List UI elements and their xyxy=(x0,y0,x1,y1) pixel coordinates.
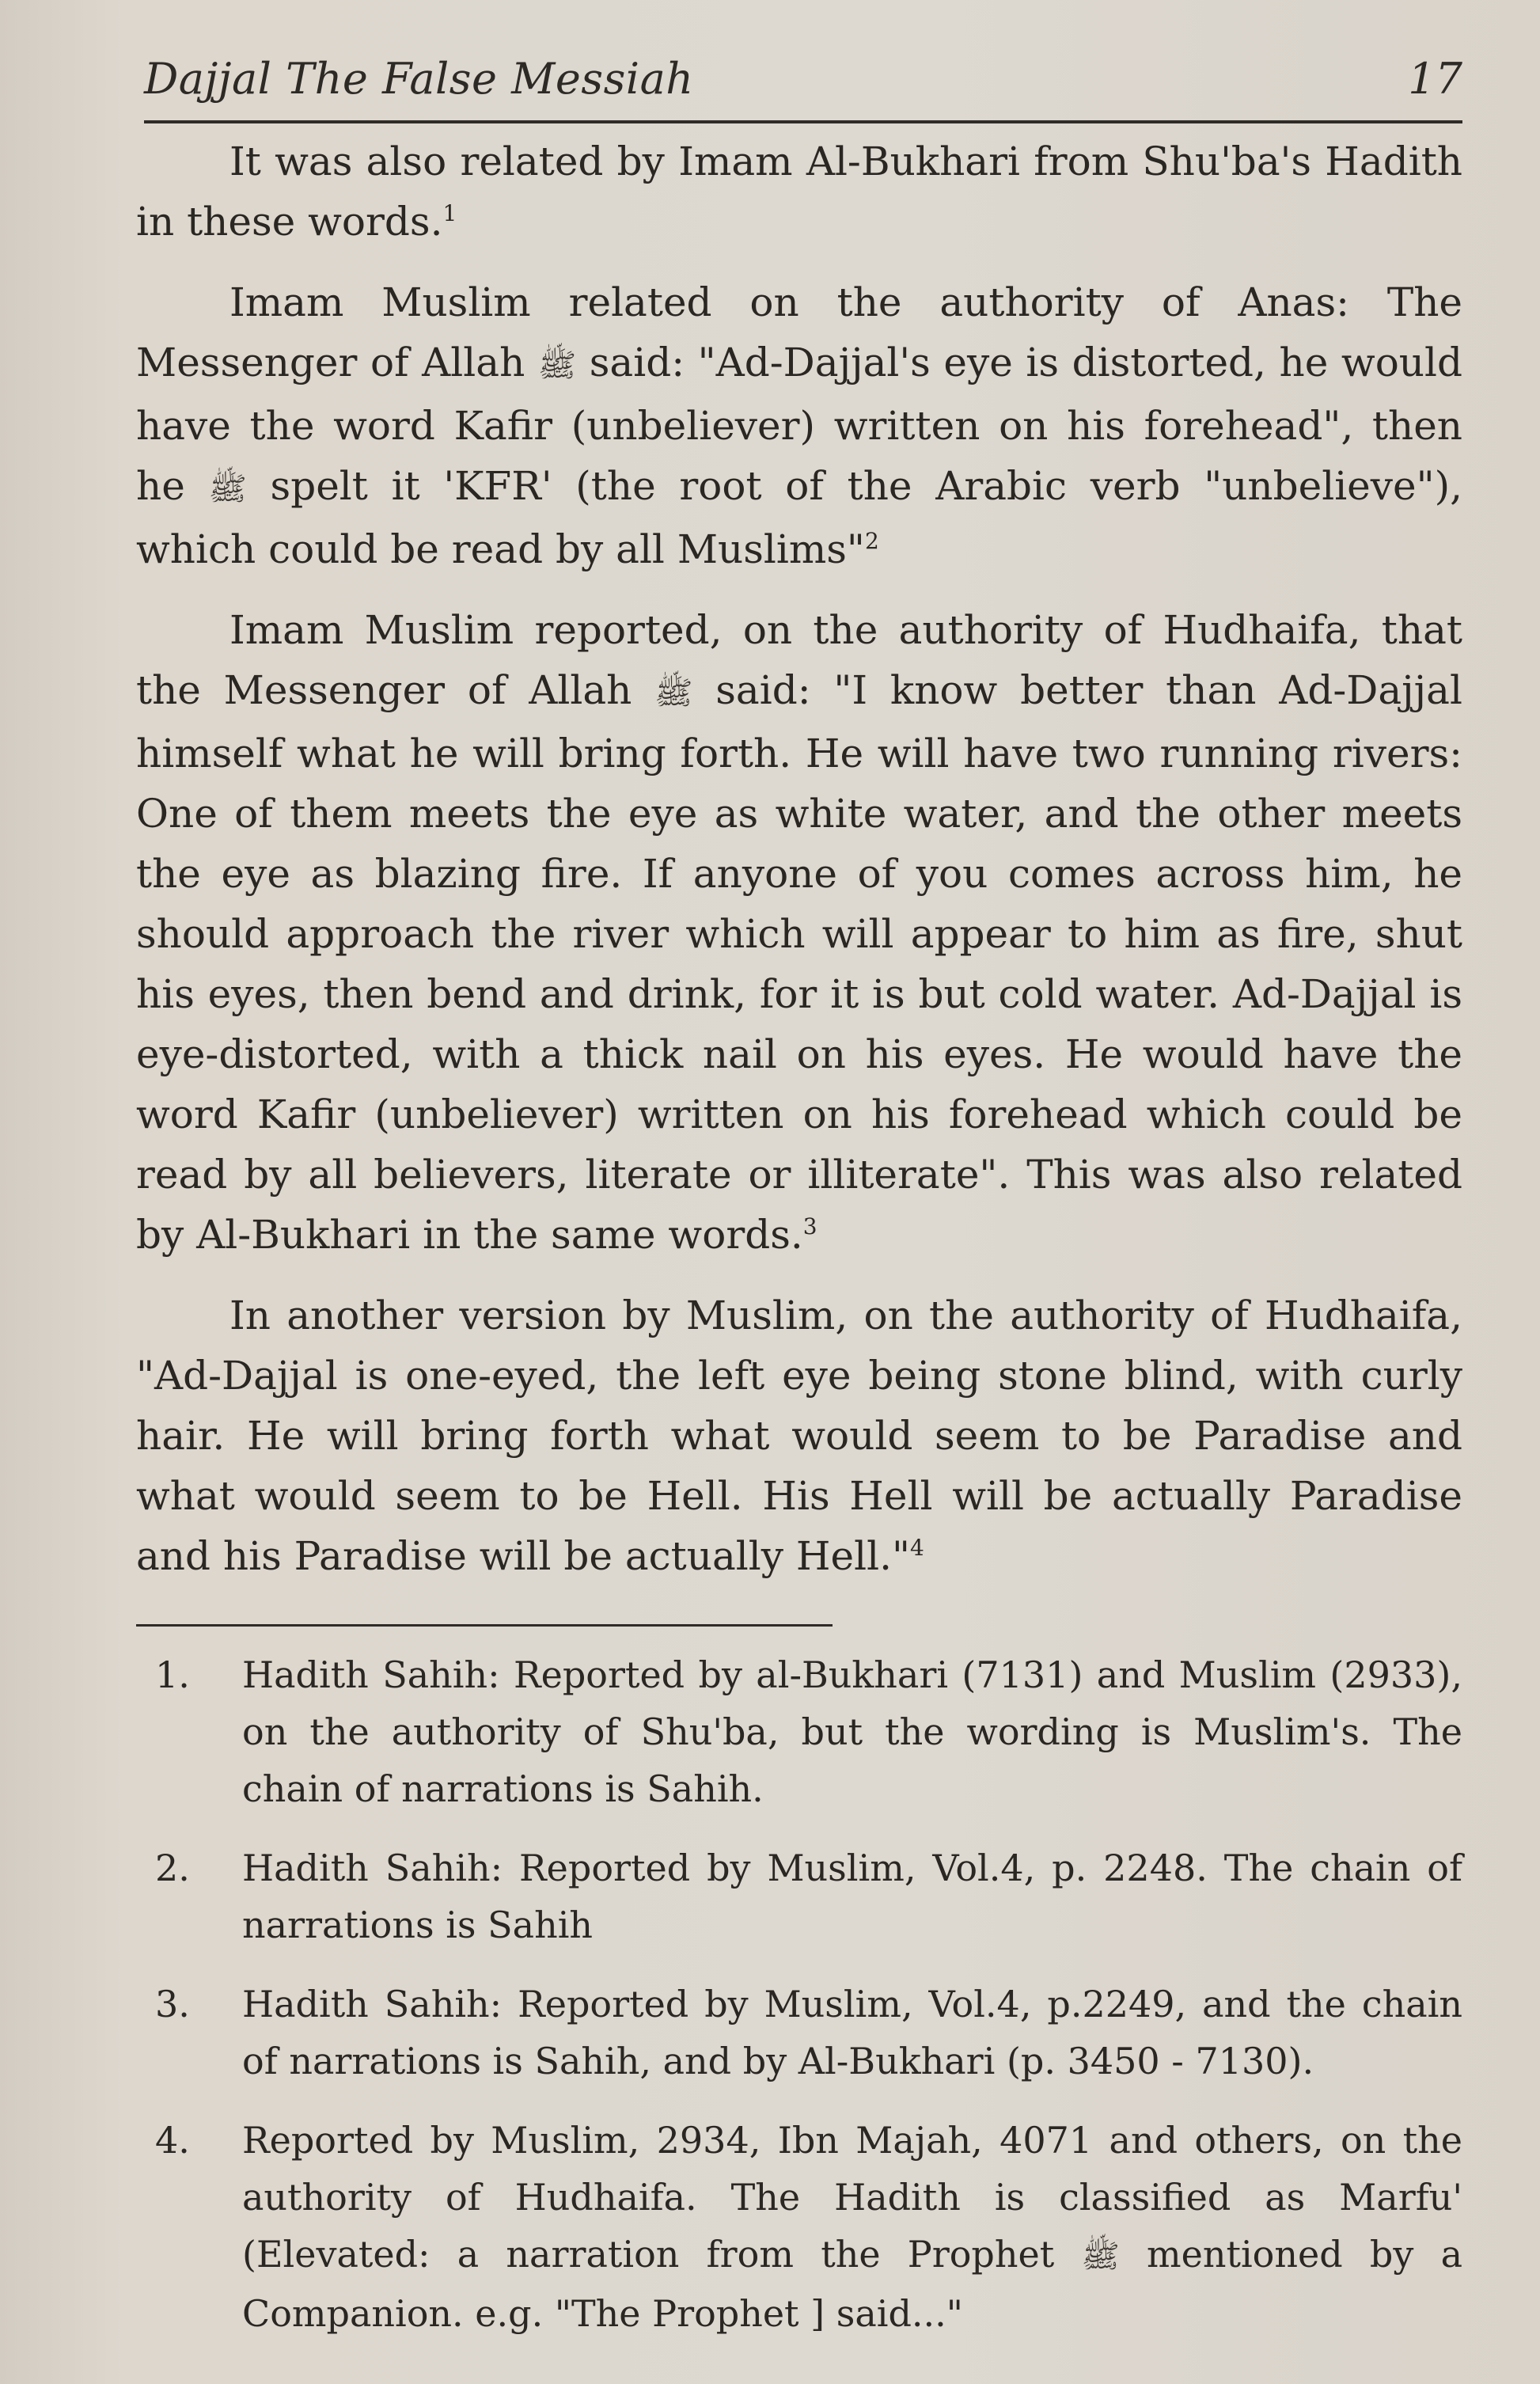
footnote-number: 2. xyxy=(155,1847,190,1889)
paragraph-text: It was also related by Imam Al-Bukhari from Shu'ba's Hadith in these words. xyxy=(136,139,1462,245)
page-header xyxy=(144,49,1462,112)
footnote-text: Hadith Sahih: Reported by Muslim, Vol.4, p.2249, and the chain of narrations is Sahih, and by Al-Bukhari (p. 3450 - 7130). xyxy=(242,1983,1462,2082)
paragraph-text: Imam Muslim related on the authority of Anas: The Messenger of Allah xyxy=(136,279,1462,385)
footnotes xyxy=(155,1646,1462,2364)
footnote-text xyxy=(242,2112,1462,2342)
salawat-symbol: ﷺ xyxy=(537,347,577,384)
footnote-3 xyxy=(155,1976,1462,2090)
header-rule xyxy=(144,120,1462,123)
footnote-text-part: mentioned by a Companion. e.g. "The Prophet ] said..." xyxy=(242,2233,1462,2335)
paragraph-1 xyxy=(136,131,1462,252)
footnote-ref-4: 4 xyxy=(909,1535,924,1561)
footnote-4 xyxy=(155,2112,1462,2342)
footnote-rule xyxy=(136,1624,833,1627)
running-title: Dajjal The False Messiah xyxy=(144,54,694,104)
footnote-ref-1: 1 xyxy=(442,200,457,226)
paragraph-text: said: "I know better than Ad-Dajjal himself what he will bring forth. He will have two running rivers: One of them meets the eye as white water, and the other meets the eye as blazing fire. If anyone of you comes across him, he should approach the river which will appear to him as fire, shut his eyes, then bend and drink, for it is but cold water. Ad-Dajjal is eye-distorted, with a thick nail on his eyes. He would have the word Kafir (unbeliever) written on his forehead which could be read by all believers, literate or illiterate". This was also related by Al-Bukhari in the same words. xyxy=(136,667,1462,1258)
footnote-text: Hadith Sahih: Reported by Muslim, Vol.4, p. 2248. The chain of narrations is Sahih xyxy=(242,1847,1462,1946)
footnote-number: 1. xyxy=(155,1653,190,1696)
page-number: 17 xyxy=(1408,54,1462,104)
paragraph-text: Imam Muslim reported, on the authority of Hudhaifa, that the Messenger of Allah xyxy=(136,607,1462,713)
footnote-ref-3: 3 xyxy=(802,1213,817,1239)
footnote-1 xyxy=(155,1646,1462,1817)
salawat-symbol: ﷺ xyxy=(208,471,247,507)
paragraph-4 xyxy=(136,1285,1462,1586)
footnote-2 xyxy=(155,1839,1462,1953)
paragraph-3 xyxy=(136,600,1462,1265)
footnote-ref-2: 2 xyxy=(864,528,879,554)
salawat-symbol: ﷺ xyxy=(1081,2238,1120,2275)
body-text xyxy=(136,131,1462,1607)
footnote-text: Hadith Sahih: Reported by al-Bukhari (7131) and Muslim (2933), on the authority of Shu'ba, but the wording is Muslim's. The chain of narrations is Sahih. xyxy=(242,1653,1462,1810)
paragraph-2 xyxy=(136,272,1462,579)
paragraph-text: In another version by Muslim, on the authority of Hudhaifa, "Ad-Dajjal is one-eyed, the left eye being stone blind, with curly hair. He will bring forth what would seem to be Paradise and what would seem to be Hell. His Hell will be actually Paradise and his Paradise will be actually Hell." xyxy=(136,1293,1462,1579)
salawat-symbol: ﷺ xyxy=(654,675,693,712)
footnote-number: 3. xyxy=(155,1983,190,2025)
footnote-text-part: Reported by Muslim, 2934, Ibn Majah, 4071 and others, on the authority of Hudhaifa. The Hadith is classified as Marfu' (Elevated: a narration from the Prophet xyxy=(242,2119,1462,2276)
footnote-number: 4. xyxy=(155,2119,190,2162)
paragraph-text: said: "Ad-Dajjal's eye is distorted, he would have the word Kafir (unbeliever) written on his forehead", then he xyxy=(136,340,1462,509)
paragraph-text: spelt it 'KFR' (the root of the Arabic verb "unbelieve"), which could be read by all Muslims" xyxy=(136,463,1463,572)
